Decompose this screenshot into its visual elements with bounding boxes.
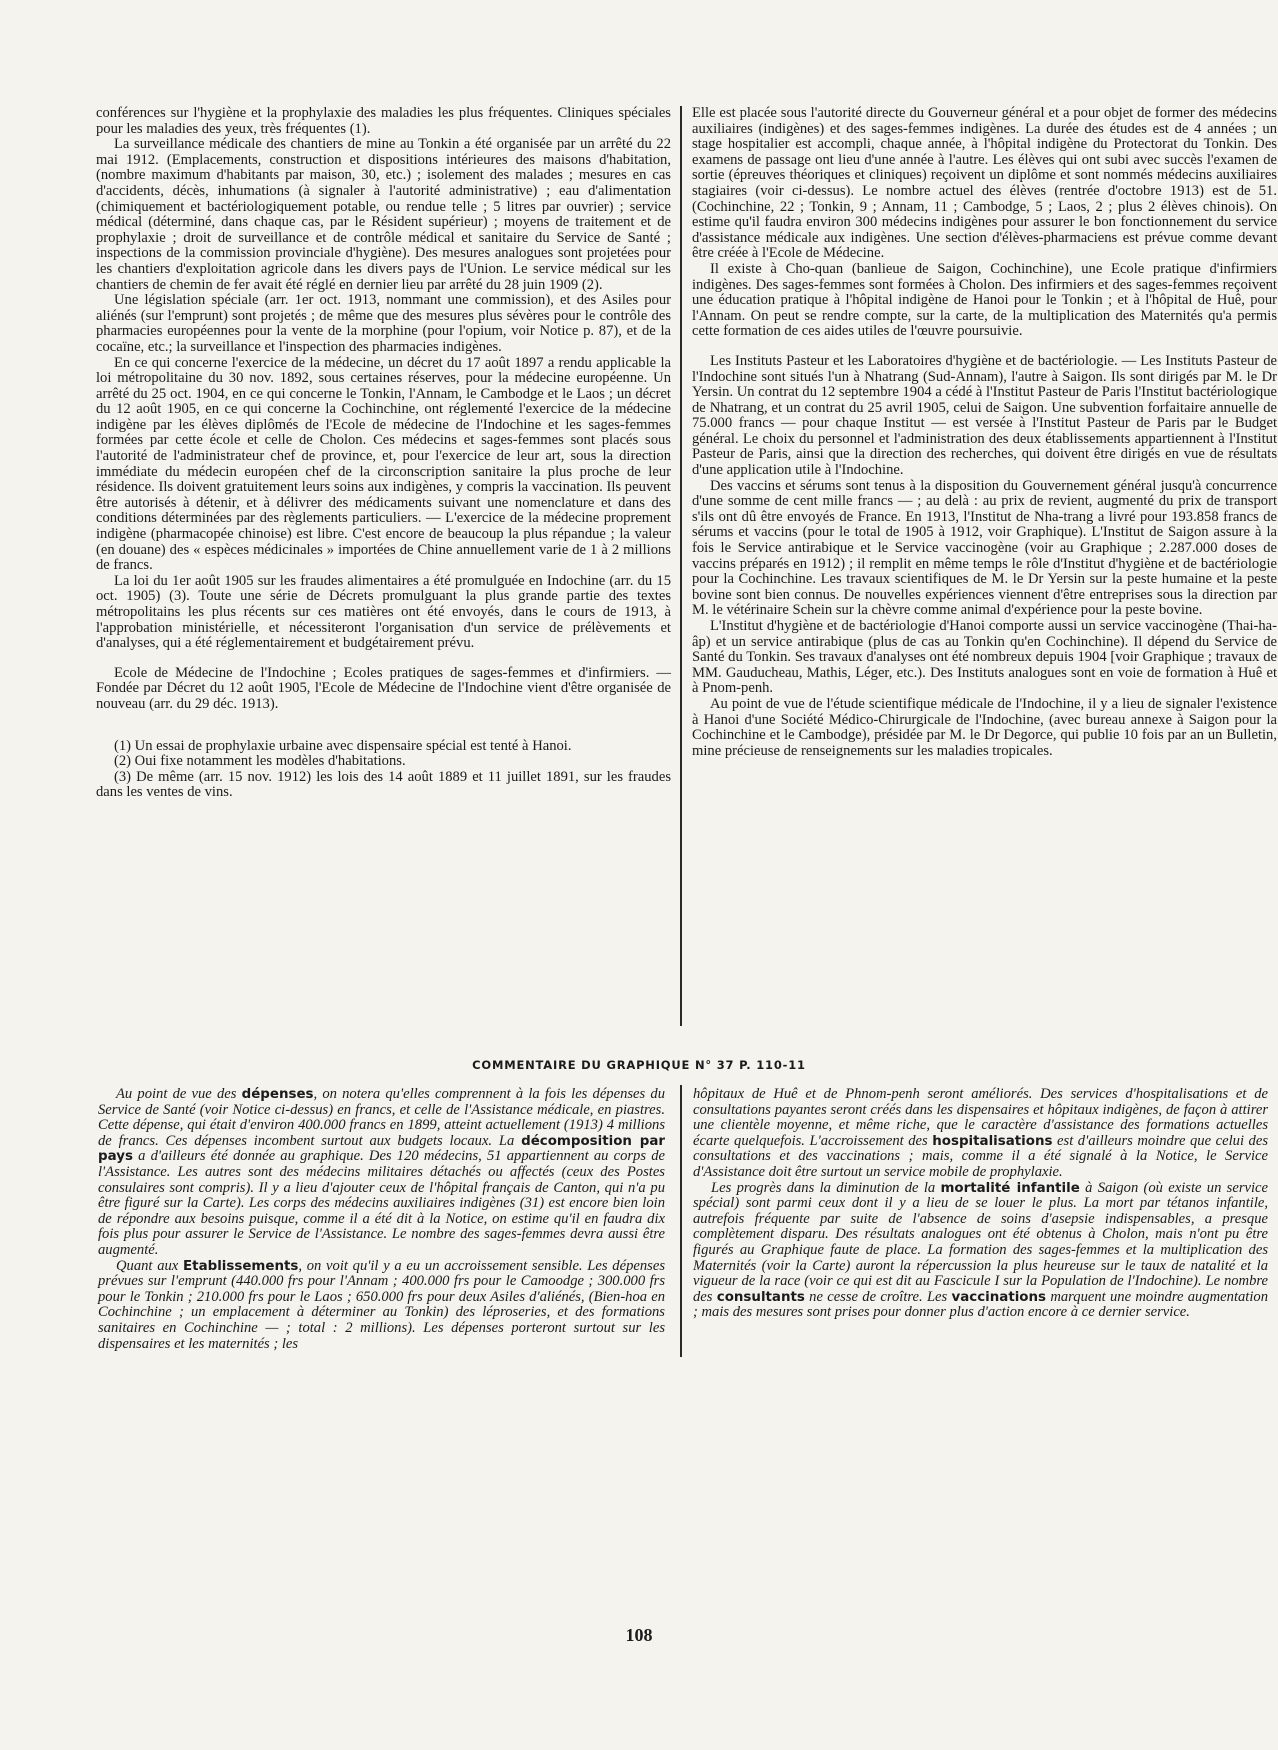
text-run: Les progrès dans la diminution de la — [711, 1179, 936, 1196]
paragraph: Elle est placée sous l'autorité directe du Gouverneur général et a pour objet de former des médecins auxiliaires (indigènes) et des sages-femmes indigènes. La durée des études est de 4 années ; un stage hospitalier est accompli, chaque année, à l'hôpital indigène du Protectorat du Tonkin. Des examens de passage ont lieu d'une année à l'autre. Les élèves qui ont subi avec succès l'examen de sortie (épreuves théoriques et cliniques) reçoivent un diplôme et sont nommés médecins auxiliaires stagiaires (voir ci-dessus). Le nombre actuel des élèves (rentrée d'octobre 1913) est de 51. (Cochinchine, 22 ; Tonkin, 9 ; Annam, 11 ; Cambodge, 5 ; Laos, 2 ; plus 2 élèves chinois). On estime qu'il faudra environ 300 médecins indigènes pour assurer le bon fonctionnement du service d'assistance médicale aux indigènes. Une section d'élèves-pharmaciens est prévue comme devant être créée à l'Ecole de Médecine. — [692, 105, 1277, 262]
text-run: , on voit qu'il y a eu un accroissement sensible. Les dépenses prévues sur l'emprunt (440.000 frs pour l'Annam ; 400.000 frs pour le Camoodge ; 300.000 frs pour le Tonkin ; 210.000 frs pour le Laos ; 650.000 frs pour deux Asiles d'aliénés, (Bien-hoa en Cochinchine ; un emplacement à déterminer au Tonkin) des léproseries, et des formations sanitaires en Cochinchine — ; total : 2 millions). Les dépenses porteront surtout sur les dispensaires et les maternités ; les — [98, 1257, 665, 1352]
right-column — [692, 106, 1277, 759]
paragraph: Au point de vue de l'étude scientifique médicale de l'Indochine, il y a lieu de signaler l'existence à Hanoi d'une Société Médico-Chirurgicale de l'Indochine, (avec bureau annexe à Saigon pour la Cochinchine et le Cambodge), présidée par M. le Dr Degorce, qui publie 10 fois par an un Bulletin, mine précieuse de renseignements sur les maladies tropicales. — [692, 695, 1277, 759]
paragraph: L'Institut d'hygiène et de bactériologie d'Hanoi comporte aussi un service vaccinogène (Thai-ha-âp) et un service antirabique (plus de cas au Tonkin qu'en Cochinchine). Il dépend du Service de Santé du Tonkin. Ses travaux d'analyses ont été nombreux depuis 1904 [voir Graphique ; travaux de MM. Gauducheau, Mathis, Léger, etc.). Des Instituts analogues sont en voie de formation à Huê et à Pnom-penh. — [692, 618, 1277, 697]
paragraph: Des vaccins et sérums sont tenus à la disposition du Gouvernement général jusqu'à concurrence d'une somme de cent mille francs — ; au delà : au prix de revient, augmenté du prix de transport s'ils ont dû être envoyés de France. En 1913, l'Institut de Nha-trang a livré pour 193.858 francs de sérums et vaccins (pour le total de 1905 à 1912, voir Graphique). L'Institut de Saigon assure à la fois le Service antirabique et le Service vaccinogène (voir au Graphique ; 2.287.000 doses de vaccins préparés en 1912) ; il remplit en même temps le rôle d'Institut d'hygiène et de bactériologie pour la Cochinchine. Les travaux scientifiques de M. le Dr Yersin sur la peste humaine et la peste bovine sont bien connus. De nouvelles expériences viennent d'être entreprises sous la direction par M. le vétérinaire Schein sur la chèvre comme animal d'expérience pour la peste bovine. — [692, 477, 1277, 619]
paragraph: Une législation spéciale (arr. 1er oct. 1913, nommant une commission), et des Asiles pour aliénés (sur l'emprunt) sont projetés ; de même que des mesures plus sévères pour le contrôle des pharmacies européennes pour la vente de la morphine (pour l'opium, voir Notice p. 87), et de la cocaïne, etc.; la surveillance et l'inspection des pharmacies indigènes. — [96, 292, 671, 355]
left-column — [96, 106, 671, 801]
text-run: Au point de vue des — [116, 1086, 237, 1102]
text-run: a d'ailleurs été donnée au graphique. Des 120 médecins, 51 appartiennent au corps de l'Assistance. Les autres sont des médecins militaires détachés ou affectés (ceux des Postes consulaires sont compris). Il y a lieu d'ajouter ceux de l'hôpital français de Canton, qui n'a pu être figuré sur la Carte). Les corps des médecins auxiliaires indigènes (31) est encore bien loin de répondre aux besoins puisque, comme il a été dit à la Notice, on estime qu'il en faudra dix fois plus pour assurer le Service de l'Assistance. Le nombre des sages-femmes devra aussi être augmenté. — [98, 1148, 665, 1258]
commentary-right-column — [693, 1087, 1268, 1321]
paragraph: En ce qui concerne l'exercice de la médecine, un décret du 17 août 1897 a rendu applicable la loi métropolitaine du 30 nov. 1892, sous certaines réserves, pour la médecine européenne. Un arrêté du 25 oct. 1904, en ce qui concerne le Tonkin, l'Annam, le Cambodge et le Laos ; un décret du 12 août 1905, en ce qui concerne la Cochinchine, ont réglementé l'exercice de la médecine indigène par les élèves diplômés de l'Ecole de médecine de l'Indochine et les sages-femmes formées par cette école et celle de Cholon. Ces médecins et sages-femmes sont placés sous l'autorité de l'administrateur chef de province, et, pour l'exercice de leur art, sous la direction immédiate du médecin européen chef de la circonscription sanitaire la plus proche de leur résidence. Ils doivent gratuitement leurs soins aux indigènes, y compris la vaccination. Ils peuvent être autorisés à détenir, et à délivrer des médicaments suivant une nomenclature et dans des conditions déterminées par des règlements particuliers. — L'exercice de la médecine proprement indigène (pharmacopée chinoise) est libre. C'est encore de beaucoup la plus répandue ; la valeur (en douane) des « espèces médicinales » importées de Chine annuellement varie de 1 à 2 millions de francs. — [96, 354, 671, 574]
column-divider — [680, 106, 682, 1026]
text-run: est d'ailleurs moindre que celui des consultations et des vaccinations ; mais, comme il a été signalé à la Notice, le Service d'Assistance doit être surtout un service mobile de prophylaxie. — [693, 1132, 1269, 1180]
keyword: mortalité infantile — [940, 1180, 1080, 1196]
keyword: décomposition par pays — [98, 1133, 665, 1165]
text-run: hôpitaux de Huê et de Phnom-penh seront améliorés. Des services d'hospitalisations et de consultations payantes seront créés dans les dispensaires et hôpitaux indigènes, de façon à attirer une clientèle moyenne, et même riche, que le caractère d'assistance des formations actuelles écarte quelquefois. L'accroissement des — [693, 1086, 1268, 1149]
keyword: consultants — [716, 1289, 805, 1305]
paragraph: La surveillance médicale des chantiers de mine au Tonkin a été organisée par un arrêté du 22 mai 1912. (Emplacements, construction et dispositions intérieures des maisons d'habitation, (nombre maximum d'habitants par maison, 30, etc.) ; isolement des malades ; mesures en cas d'accidents, décès, inhumations (à signaler à l'autorité administrative) ; eau d'alimentation (chimiquement et bactériologiquement potable, ou rendue telle ; 5 litres par ouvrier) ; service médical (déterminé, dans chaque cas, par le Résident supérieur) ; moyens de traitement et de prophylaxie ; droit de surveillance et de contrôle médical et sanitaire du Service de Santé ; inspections de la commission provinciale d'hygiène). Des mesures analogues sont projetées pour les chantiers d'exploitation agricole dans les divers pays de l'Union. Le service médical sur les chantiers de chemin de fer avait été réglé en dernier lieu par arrêté du 28 juin 1909 (2). — [96, 136, 671, 293]
text-run: ne cesse de croître. Les — [809, 1288, 948, 1305]
commentary-paragraph — [693, 1087, 1268, 1181]
commentary-paragraph — [693, 1181, 1268, 1321]
footnote: (1) Un essai de prophylaxie urbaine avec dispensaire spécial est tenté à Hanoi. — [114, 737, 572, 754]
paragraph: conférences sur l'hygiène et la prophylaxie des maladies les plus fréquentes. Cliniques spéciales pour les maladies des yeux, très fréquentes (1). — [96, 105, 671, 137]
keyword: hospitalisations — [932, 1133, 1053, 1149]
paragraph: Il existe à Cho-quan (banlieue de Saigon, Cochinchine), une Ecole pratique d'infirmiers indigènes. Des sages-femmes sont formées à Cholon. Des infirmiers et des sages-femmes reçoivent une éducation pratique à l'hôpital indigène de Hanoi pour le Tonkin ; et à l'hôpital de Huê, pour l'Annam. On peut se rendre compte, sur la carte, de la multiplication des Maternités qu'a permis cette formation de ces aides utiles de l'œuvre poursuivie. — [692, 260, 1277, 340]
keyword: vaccinations — [951, 1289, 1047, 1305]
column-divider — [680, 1085, 682, 1357]
commentary-title: COMMENTAIRE DU GRAPHIQUE N° 37 P. 110-11 — [472, 1058, 806, 1072]
commentary-left-column — [98, 1087, 665, 1352]
commentary-paragraph — [98, 1259, 665, 1353]
keyword: Etablissements — [183, 1258, 299, 1274]
text-run: Quant aux — [116, 1257, 179, 1274]
commentary-paragraph — [98, 1087, 665, 1259]
footnote: (2) Oui fixe notamment les modèles d'habitations. — [114, 753, 406, 770]
text-run: à Saigon (où existe un service spécial) sont parmi ceux dont il y a lieu de se louer le plus. La mort par tétanos infantile, autrefois fréquente par suite de l'absence de soins d'asepsie indispensables, a presque complètement disparu. Des résultats analogues ont été obtenus à Cholon, mais n'ont pu être figurés au Graphique faute de place. La formation des sages-femmes et la multiplication des Maternités (voir la Carte) auront la répercussion la plus heureuse sur le taux de natalité et la vigueur de la race (voir ce qui est dit au Fascicule I sur la Population de l'Indochine). Le nombre des — [693, 1179, 1268, 1305]
keyword: dépenses — [241, 1087, 314, 1102]
footnote: (3) De même (arr. 15 nov. 1912) les lois des 14 août 1889 et 11 juillet 1891, sur les fraudes dans les ventes de vins. — [96, 768, 671, 801]
section-paragraph: Ecole de Médecine de l'Indochine ; Ecoles pratiques de sages-femmes et d'infirmiers. — Fondée par Décret du 12 août 1905, l'Ecole de Médecine de l'Indochine vient d'être organisée de nouveau (arr. du 29 déc. 1913). — [96, 664, 671, 712]
page-number: 108 — [625, 1625, 653, 1645]
section-paragraph: Les Instituts Pasteur et les Laboratoires d'hygiène et de bactériologie. — Les Instituts Pasteur de l'Indochine sont situés l'un à Nhatrang (Sud-Annam), l'autre à Saigon. Ils sont dirigés par M. le Dr Yersin. Un contrat du 12 septembre 1904 a cédé à l'Institut Pasteur de Paris l'Institut bactériologique de Nhatrang, et un contrat du 25 avril 1905, celui de Saigon. Une subvention forfaitaire annuelle de 75.000 francs — pour chaque Institut — est versée à l'Institut Pasteur de Paris par le Budget général. Le choix du personnel et l'administration des deux établissements appartiennent à l'Institut Pasteur de Paris, ainsi que la direction des recherches, qui doivent être dirigés en vue de résultats d'une application utile à l'Indochine. — [692, 352, 1277, 479]
paragraph: La loi du 1er août 1905 sur les fraudes alimentaires a été promulguée en Indochine (arr. du 15 oct. 1905) (3). Toute une série de Décrets promulguant la plus grande partie des textes métropolitains les plus récents sur ces matières ont été envoyés, dans le cours de 1913, à l'approbation ministérielle, et nécessiteront l'organisation d'un service de prélèvements et d'analyses, qui a été réglementairement et budgétairement prévu. — [96, 572, 671, 652]
text-run: , on notera qu'elles comprennent à la fois les dépenses du Service de Santé (voir Notice ci-dessus) en francs, et celle de l'Assistance médicale, en piastres. Cette dépense, qui était d'environ 400.000 francs en 1899, atteint actuellement (1913) 4 millions de francs. Ces dépenses incombent surtout aux budgets locaux. La — [98, 1086, 665, 1149]
footnotes — [96, 739, 671, 801]
text-run: marquent une moindre augmentation ; mais des mesures sont prises pour donner plus d'action encore à ce dernier service. — [693, 1288, 1268, 1321]
